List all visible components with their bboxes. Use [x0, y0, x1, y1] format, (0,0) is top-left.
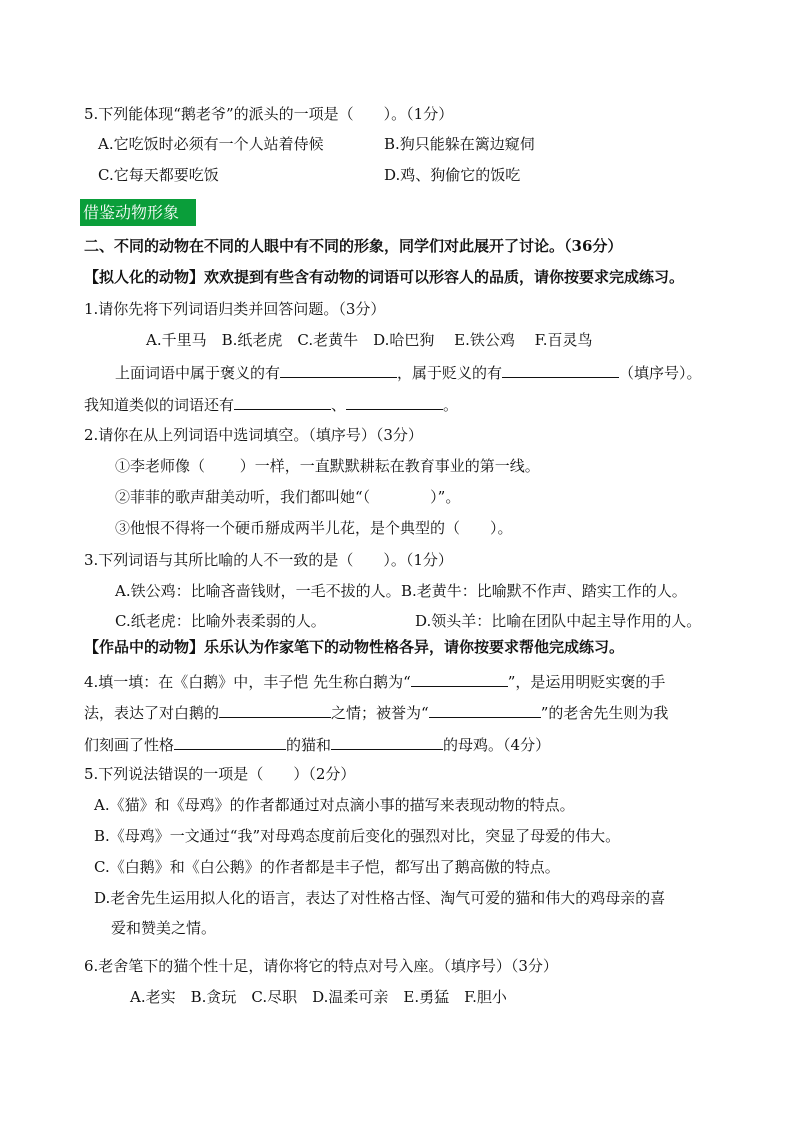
q2-stem: 2.请你在从上列词语中选词填空。（填序号）（3分） [84, 426, 423, 444]
subsection-1-text: 欢欢提到有些含有动物的词语可以形容人的品质，请你按要求完成练习。 [204, 268, 685, 286]
q3-option-a: A.铁公鸡：比喻吝啬钱财，一毛不拔的人。 [115, 582, 401, 600]
subsection-2 [84, 637, 624, 657]
answer-blank[interactable] [502, 361, 619, 378]
q4-text: ”，是运用明贬实褒的手 [507, 673, 666, 691]
subsection-1 [84, 267, 684, 287]
q1-options: A.千里马 B.纸老虎 C.老黄牛 D.哈巴狗 E.铁公鸡 F.百灵鸟 [146, 331, 593, 349]
q1-stem: 1.请你先将下列词语归类并回答问题。（3分） [84, 300, 386, 318]
q4-text: 之情；被誉为“ [331, 704, 429, 722]
answer-blank[interactable] [429, 701, 541, 718]
answer-blank[interactable] [174, 733, 286, 750]
q4-text: 的猫和 [286, 736, 332, 754]
q3-option-b: B.老黄牛：比喻默不作声、踏实工作的人。 [401, 582, 687, 600]
answer-blank[interactable] [219, 701, 331, 718]
q4-text: 们刻画了性格 [84, 736, 175, 754]
option-a: A.它吃饭时必须有一个人站着侍候 [98, 135, 324, 153]
answer-blank[interactable] [331, 733, 443, 750]
q1-text: ，属于贬义的有 [397, 364, 503, 382]
q4-text: ”的老舍先生则为我 [540, 704, 669, 722]
answer-blank[interactable] [346, 393, 443, 410]
q3-stem: 3.下列词语与其所比喻的人不一致的是（ ）。（1分） [84, 551, 453, 569]
q5-option-d-continued: 爱和赞美之情。 [111, 919, 217, 937]
question-5-stem: 5.下列能体现“鹅老爷”的派头的一项是（ ）。（1分） [84, 105, 454, 123]
q4-text: 4.填一填：在《白鹅》中，丰子恺 先生称白鹅为“ [84, 673, 411, 691]
q4-line-3 [84, 733, 550, 755]
q5-option-a: A.《猫》和《母鸡》的作者都通过对点滴小事的描写来表现动物的特点。 [94, 796, 575, 814]
option-c: C.它每天都要吃饭 [98, 166, 219, 184]
q5-option-b: B.《母鸡》一文通过“我”对母鸡态度前后变化的强烈对比，突显了母爱的伟大。 [94, 827, 621, 845]
q1-line-2 [84, 393, 458, 415]
answer-blank[interactable] [234, 393, 331, 410]
q1-text: 上面词语中属于褒义的有 [115, 364, 281, 382]
part-2-heading: 二、不同的动物在不同的人眼中有不同的形象，同学们对此展开了讨论。（36分） [84, 237, 623, 255]
q4-line-1 [84, 670, 665, 692]
q1-text: 、 [331, 396, 347, 414]
q2-sentence-2: ②菲菲的歌声甜美动听，我们都叫她“（ ）”。 [115, 488, 461, 506]
option-d: D.鸡、狗偷它的饭吃 [384, 166, 521, 184]
answer-blank[interactable] [280, 361, 397, 378]
q2-sentence-1: ①李老师像（ ）一样，一直默默耕耘在教育事业的第一线。 [115, 457, 540, 475]
subsection-2-text: 乐乐认为作家笔下的动物性格各异，请你按要求帮他完成练习。 [204, 638, 625, 656]
section-badge: 借鉴动物形象 [80, 199, 196, 226]
q5-stem: 5.下列说法错误的一项是（ ）（2分） [84, 765, 356, 783]
q3-option-c: C.纸老虎：比喻外表柔弱的人。 [115, 612, 326, 630]
q1-text: 我知道类似的词语还有 [84, 396, 235, 414]
q1-text: （填序号）。 [619, 364, 702, 382]
subsection-1-tag: 【拟人化的动物】 [84, 268, 205, 286]
q4-text: 法，表达了对白鹅的 [84, 704, 220, 722]
q6-options: A.老实 B.贪玩 C.尽职 D.温柔可亲 E.勇猛 F.胆小 [130, 988, 507, 1006]
answer-blank[interactable] [411, 670, 508, 687]
q5-option-d: D.老舍先生运用拟人化的语言，表达了对性格古怪、淘气可爱的猫和伟大的鸡母亲的喜 [94, 889, 666, 907]
option-b: B.狗只能躲在篱边窥伺 [384, 135, 535, 153]
q1-text: 。 [443, 396, 459, 414]
q4-text: 的母鸡。（4分） [443, 736, 551, 754]
q2-sentence-3: ③他恨不得将一个硬币掰成两半儿花，是个典型的（ ）。 [115, 519, 513, 537]
q6-stem: 6.老舍笔下的猫个性十足，请你将它的特点对号入座。（填序号）（3分） [84, 957, 558, 975]
q3-option-d: D.领头羊：比喻在团队中起主导作用的人。 [415, 612, 702, 630]
q1-line-1 [115, 361, 702, 383]
q4-line-2 [84, 701, 668, 723]
subsection-2-tag: 【作品中的动物】 [84, 638, 205, 656]
q5-option-c: C.《白鹅》和《白公鹅》的作者都是丰子恺，都写出了鹅高傲的特点。 [94, 858, 560, 876]
